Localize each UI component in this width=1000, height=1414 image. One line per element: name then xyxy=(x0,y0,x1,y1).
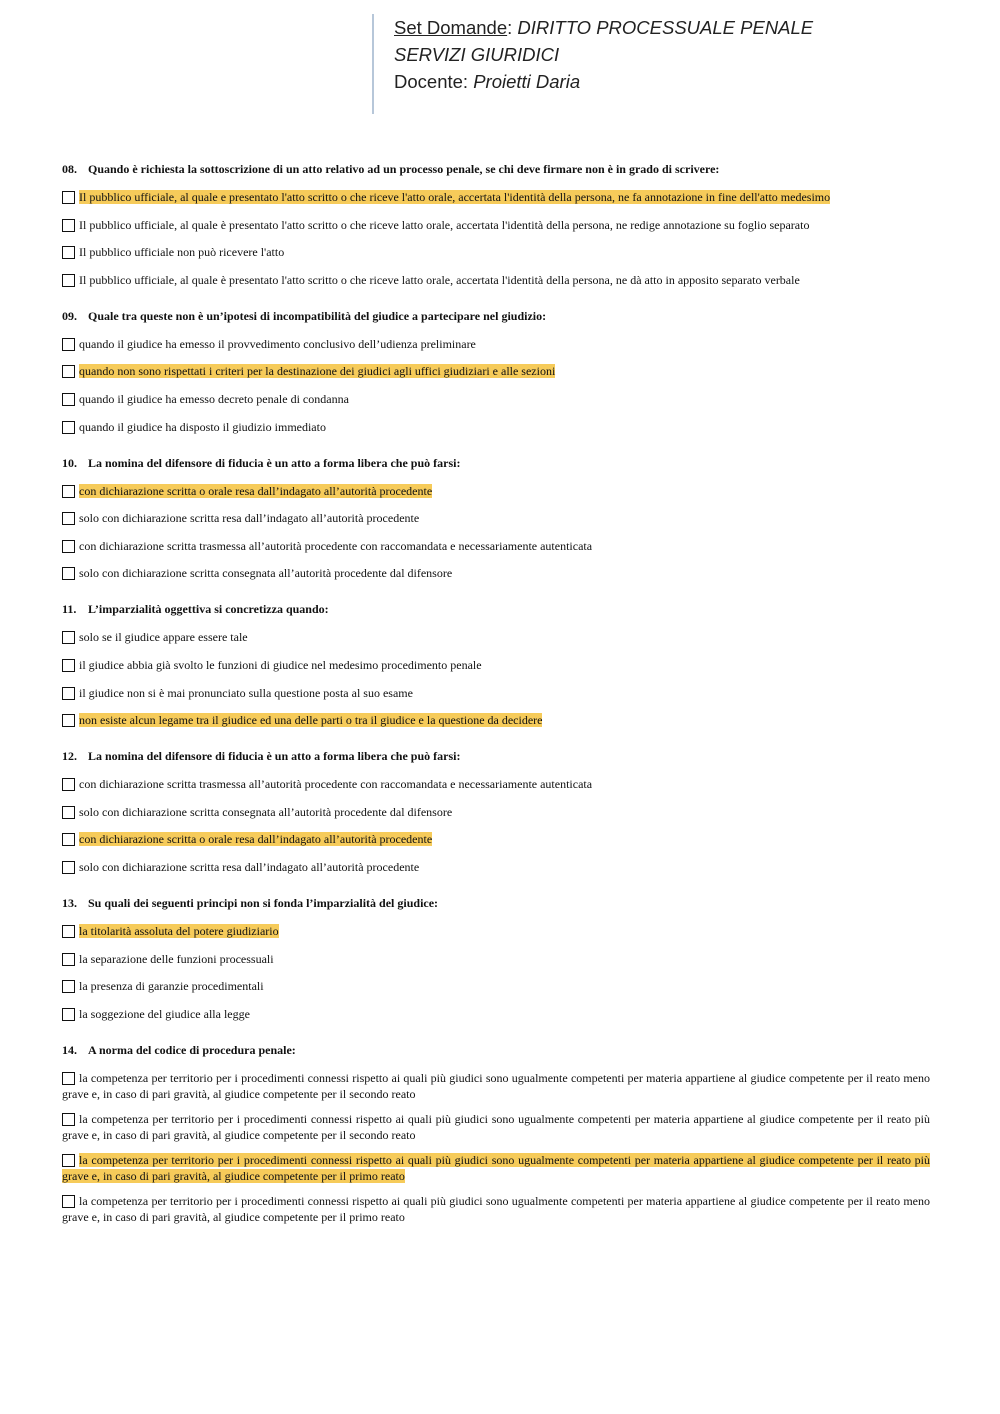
answer-option[interactable] xyxy=(62,336,930,352)
question-block xyxy=(62,1042,930,1225)
answer-text: solo con dichiarazione scritta resa dall’indagato all’autorità procedente xyxy=(79,511,420,526)
question-title xyxy=(62,895,930,911)
checkbox[interactable] xyxy=(62,861,75,874)
answer-option[interactable] xyxy=(62,951,930,967)
answer-text-highlighted: quando non sono rispettati i criteri per la destinazione dei giudici agli uffici giudiziari e alle sezioni xyxy=(79,364,556,379)
checkbox[interactable] xyxy=(62,1113,75,1126)
checkbox[interactable] xyxy=(62,1072,75,1085)
answer-text-highlighted: con dichiarazione scritta o orale resa dall’indagato all’autorità procedente xyxy=(79,483,433,498)
question-text: La nomina del difensore di fiducia è un atto a forma libera che può farsi: xyxy=(88,455,461,470)
question-text: L’imparzialità oggettiva si concretizza quando: xyxy=(88,602,329,617)
answer-option[interactable] xyxy=(62,272,930,288)
question-title xyxy=(62,308,930,324)
answer-text: la presenza di garanzie procedimentali xyxy=(79,979,264,994)
question-list xyxy=(62,161,930,1245)
answer-option[interactable] xyxy=(62,804,930,820)
question-block xyxy=(62,161,930,288)
question-number: 12. xyxy=(62,749,77,764)
answer-text: Il pubblico ufficiale, al quale è presentato l'atto scritto o che riceve latto orale, accertata l'identità della persona, ne dà atto in apposito separato verbale xyxy=(79,272,800,287)
answer-text: la competenza per territorio per i procedimenti connessi rispetto ai quali più giudici sono ugualmente competenti per materia appartiene al giudice competente per il reato meno grave e, in caso di pari gravità, al giudice competente per il primo reato xyxy=(62,1193,930,1224)
question-text: La nomina del difensore di fiducia è un atto a forma libera che può farsi: xyxy=(88,749,461,764)
answer-option[interactable] xyxy=(62,1070,930,1102)
question-block xyxy=(62,308,930,435)
checkbox[interactable] xyxy=(62,631,75,644)
checkbox[interactable] xyxy=(62,687,75,700)
answer-option[interactable] xyxy=(62,831,930,847)
subject-line2: SERVIZI GIURIDICI xyxy=(394,44,560,65)
set-colon: : xyxy=(507,17,518,38)
checkbox[interactable] xyxy=(62,567,75,580)
checkbox[interactable] xyxy=(62,338,75,351)
checkbox[interactable] xyxy=(62,512,75,525)
checkbox[interactable] xyxy=(62,659,75,672)
checkbox[interactable] xyxy=(62,1195,75,1208)
checkbox[interactable] xyxy=(62,953,75,966)
answer-text-highlighted: non esiste alcun legame tra il giudice ed una delle parti o tra il giudice e la questione da decidere xyxy=(79,713,543,728)
answer-option[interactable] xyxy=(62,189,930,205)
answer-text: con dichiarazione scritta trasmessa all’autorità procedente con raccomandata e necessariamente autenticata xyxy=(79,777,593,792)
checkbox[interactable] xyxy=(62,485,75,498)
document-header xyxy=(372,14,813,114)
answer-text: solo con dichiarazione scritta resa dall’indagato all’autorità procedente xyxy=(79,859,420,874)
answer-text: quando il giudice ha emesso decreto penale di condanna xyxy=(79,391,349,406)
question-title xyxy=(62,1042,930,1058)
question-title xyxy=(62,455,930,471)
question-text: A norma del codice di procedura penale: xyxy=(88,1042,296,1057)
answer-text: la separazione delle funzioni processuali xyxy=(79,951,274,966)
answer-text-highlighted: la titolarità assoluta del potere giudiziario xyxy=(79,923,279,938)
answer-option[interactable] xyxy=(62,1006,930,1022)
question-number: 11. xyxy=(62,602,77,617)
question-block xyxy=(62,601,930,728)
answer-text-highlighted: Il pubblico ufficiale, al quale e presentato l'atto scritto o che riceve l'atto orale, accertata l'identità della persona, ne fa annotazione in fine dell'atto medesimo xyxy=(79,190,831,204)
answer-text: con dichiarazione scritta trasmessa all’autorità procedente con raccomandata e necessariamente autenticata xyxy=(79,538,593,553)
teacher-label: Docente: xyxy=(394,71,474,92)
checkbox[interactable] xyxy=(62,246,75,259)
question-number: 14. xyxy=(62,1042,77,1057)
set-label: Set Domande xyxy=(394,17,508,38)
checkbox[interactable] xyxy=(62,778,75,791)
answer-text: Il pubblico ufficiale non può ricevere l'atto xyxy=(79,245,285,260)
answer-option[interactable] xyxy=(62,685,930,701)
answer-text: il giudice non si è mai pronunciato sulla questione posta al suo esame xyxy=(79,685,413,700)
answer-text: quando il giudice ha emesso il provvedimento conclusivo dell’udienza preliminare xyxy=(79,336,476,351)
answer-option[interactable] xyxy=(62,565,930,581)
checkbox[interactable] xyxy=(62,274,75,287)
answer-text-highlighted: con dichiarazione scritta o orale resa dall’indagato all’autorità procedente xyxy=(79,832,433,847)
question-block xyxy=(62,895,930,1022)
question-title xyxy=(62,601,930,617)
teacher-name: Proietti Daria xyxy=(473,71,581,92)
checkbox[interactable] xyxy=(62,393,75,406)
question-number: 08. xyxy=(62,162,77,176)
answer-option[interactable] xyxy=(62,538,930,554)
answer-option[interactable] xyxy=(62,712,930,728)
answer-text: solo se il giudice appare essere tale xyxy=(79,630,248,645)
answer-option[interactable] xyxy=(62,978,930,994)
answer-text: Il pubblico ufficiale, al quale è presentato l'atto scritto o che riceve latto orale, accertata l'identità della persona, ne redige annotazione su foglio separato xyxy=(79,217,810,232)
answer-text: quando il giudice ha disposto il giudizio immediato xyxy=(79,419,326,434)
checkbox[interactable] xyxy=(62,540,75,553)
answer-option[interactable] xyxy=(62,859,930,875)
answer-text-highlighted: la competenza per territorio per i procedimenti connessi rispetto ai quali più giudici sono ugualmente competenti per materia appartiene al giudice competente per il reato più grave e, in caso di pari gravità, al giudice competente per il primo reato xyxy=(62,1152,930,1183)
checkbox[interactable] xyxy=(62,1008,75,1021)
checkbox[interactable] xyxy=(62,980,75,993)
answer-option[interactable] xyxy=(62,391,930,407)
answer-option[interactable] xyxy=(62,1152,930,1184)
question-number: 13. xyxy=(62,895,77,910)
subject-line1: DIRITTO PROCESSUALE PENALE xyxy=(517,17,814,38)
teacher-line xyxy=(394,68,813,95)
checkbox[interactable] xyxy=(62,925,75,938)
answer-text: solo con dichiarazione scritta consegnata all’autorità procedente dal difensore xyxy=(79,804,453,819)
question-block xyxy=(62,455,930,582)
answer-option[interactable] xyxy=(62,244,930,260)
answer-text: la competenza per territorio per i procedimenti connessi rispetto ai quali più giudici sono ugualmente competenti per materia appartiene al giudice competente per il reato più grave e, in caso di pari gravità, al giudice competente per il secondo reato xyxy=(62,1111,930,1142)
question-text: Quale tra queste non è un’ipotesi di incompatibilità del giudice a partecipare nel giudizio: xyxy=(88,308,547,323)
answer-option[interactable] xyxy=(62,1193,930,1225)
checkbox[interactable] xyxy=(62,421,75,434)
question-block xyxy=(62,748,930,875)
checkbox[interactable] xyxy=(62,1154,75,1167)
answer-option[interactable] xyxy=(62,629,930,645)
answer-text: la competenza per territorio per i procedimenti connessi rispetto ai quali più giudici sono ugualmente competenti per materia appartiene al giudice competente per il reato meno grave e, in caso di pari gravità, al giudice competente per il secondo reato xyxy=(62,1070,930,1101)
answer-option[interactable] xyxy=(62,419,930,435)
question-title xyxy=(62,161,930,177)
question-number: 09. xyxy=(62,308,77,323)
checkbox[interactable] xyxy=(62,191,75,204)
answer-option[interactable] xyxy=(62,657,930,673)
answer-text: solo con dichiarazione scritta consegnata all’autorità procedente dal difensore xyxy=(79,566,453,581)
question-title xyxy=(62,748,930,764)
checkbox[interactable] xyxy=(62,365,75,378)
answer-option[interactable] xyxy=(62,217,930,233)
answer-option[interactable] xyxy=(62,363,930,379)
question-text: Su quali dei seguenti principi non si fonda l’imparzialità del giudice: xyxy=(88,895,439,910)
checkbox[interactable] xyxy=(62,833,75,846)
answer-option[interactable] xyxy=(62,483,930,499)
question-text: Quando è richiesta la sottoscrizione di un atto relativo ad un processo penale, se chi deve firmare non è in grado di scrivere: xyxy=(88,162,720,176)
set-line xyxy=(394,14,813,41)
checkbox[interactable] xyxy=(62,219,75,232)
answer-option[interactable] xyxy=(62,510,930,526)
answer-option[interactable] xyxy=(62,1111,930,1143)
answer-option[interactable] xyxy=(62,923,930,939)
question-number: 10. xyxy=(62,455,77,470)
checkbox[interactable] xyxy=(62,806,75,819)
answer-option[interactable] xyxy=(62,776,930,792)
answer-text: il giudice abbia già svolto le funzioni di giudice nel medesimo procedimento penale xyxy=(79,657,482,672)
answer-text: la soggezione del giudice alla legge xyxy=(79,1006,250,1021)
checkbox[interactable] xyxy=(62,714,75,727)
